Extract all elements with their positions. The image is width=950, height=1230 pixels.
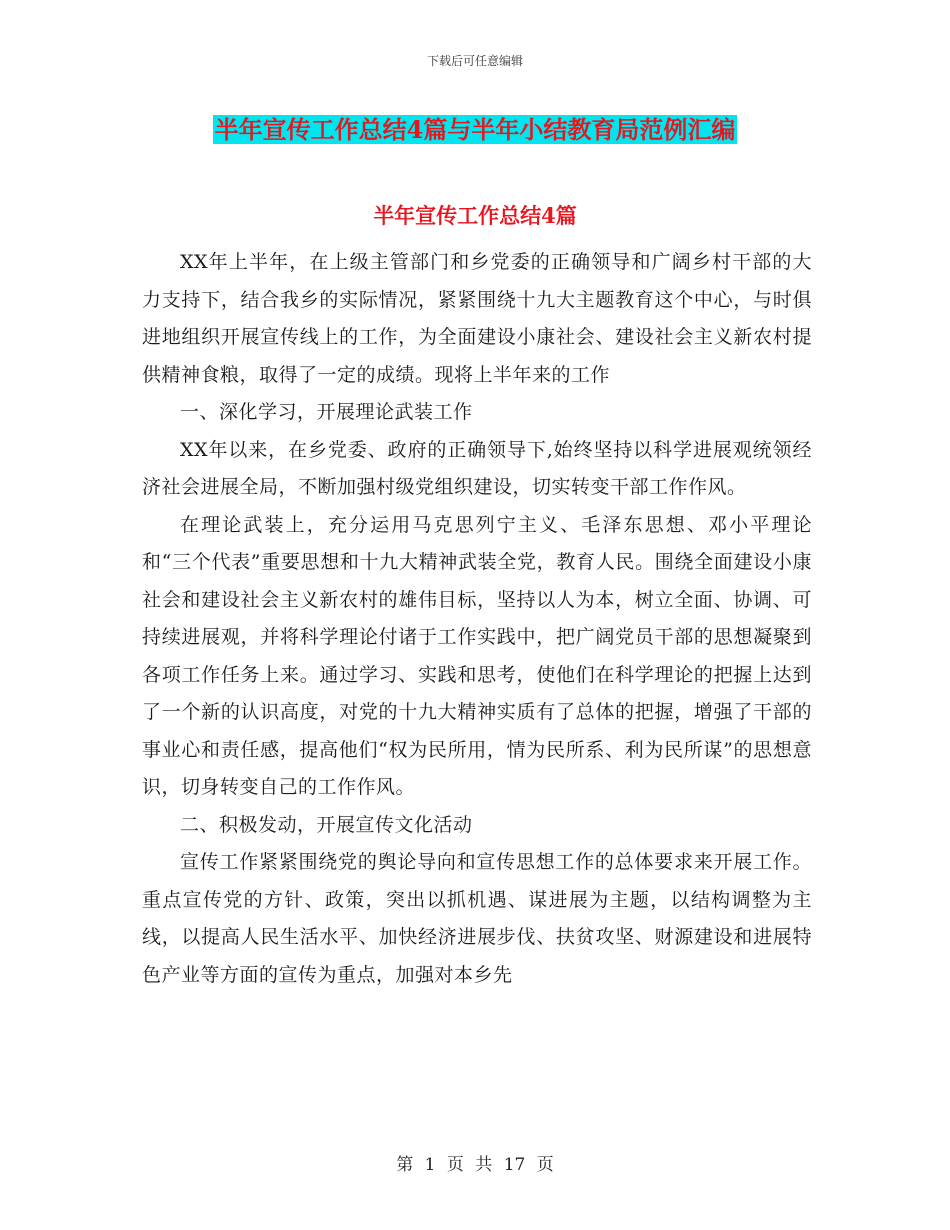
page-footer-number: 第 1 页 共 17 页 xyxy=(396,1155,554,1175)
document-title xyxy=(0,112,950,148)
page-header-note: 下载后可任意编辑 xyxy=(426,54,523,68)
heading-activities: 二、积极发动，开展宣传文化活动 xyxy=(180,813,473,836)
paragraph-study-2: 在理论武装上，充分运用马克思列宁主义、毛泽东思想、邓小平理论和“三个代表”重要思想和十九大精神武装全党，教育人民。围绕全面建设小康社会和建设社会主义新农村的雄伟目标，坚持以人为本，树立全面、协调、可持续进展观，并将科学理论付诸于工作实践中，把广阔党员干部的思想凝聚到各项工作任务上来。通过学习、实践和思考，使他们在科学理论的把握上达到了一个新的认识高度，对党的十九大精神实质有了总体的把握，增强了干部的事业心和责任感，提高他们“权为民所用，情为民所系、利为民所谋”的思想意识，切身转变自己的工作作风。 xyxy=(142,513,812,798)
heading-study: 一、深化学习，开展理论武装工作 xyxy=(180,401,473,423)
document-body xyxy=(142,244,812,994)
paragraph-study-1: XX年以来，在乡党委、政府的正确领导下,始终坚持以科学进展观统领经济社会进展全局，不断加强村级党组织建设，切实转变干部工作作风。 xyxy=(142,438,812,498)
paragraph-intro: XX年上半年，在上级主管部门和乡党委的正确领导和广阔乡村干部的大力支持下，结合我乡的实际情况，紧紧围绕十九大主题教育这个中心，与时俱进地组织开展宣传线上的工作，为全面建设小康社会、建设社会主义新农村提供精神食粮，取得了一定的成绩。现将上半年来的工作 xyxy=(142,251,812,386)
document-title-text: 半年宣传工作总结4篇与半年小结教育局范例汇编 xyxy=(214,115,736,144)
section-title: 半年宣传工作总结4篇 xyxy=(373,203,577,228)
paragraph-activities: 宣传工作紧紧围绕党的舆论导向和宣传思想工作的总体要求来开展工作。重点宣传党的方针、政策，突出以抓机遇、谋进展为主题，以结构调整为主线，以提高人民生活水平、加快经济进展步伐、扶贫攻坚、财源建设和进展特色产业等方面的宣传为重点，加强对本乡先 xyxy=(142,851,812,986)
